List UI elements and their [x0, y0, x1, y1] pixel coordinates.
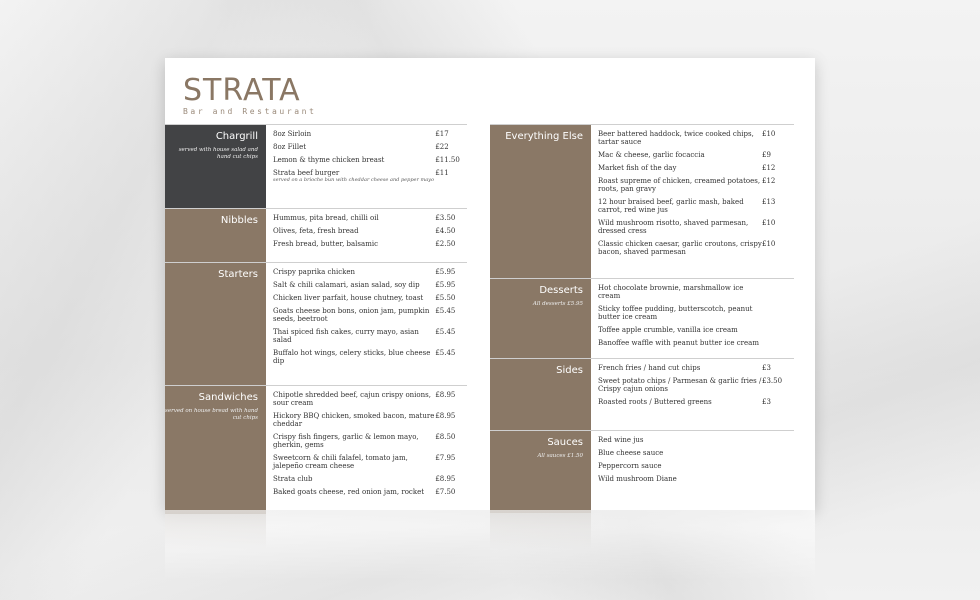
menu-item: [273, 240, 467, 248]
menu-item: [273, 143, 467, 151]
menu-item: [598, 326, 794, 334]
menu-item-name: Crispy paprika chicken: [273, 268, 356, 276]
menu-items: [273, 125, 467, 192]
menu-item-name: Beer battered haddock, twice cooked chips, tartar sauce: [598, 130, 754, 146]
menu-item-name: Peppercorn sauce: [598, 462, 662, 470]
menu-item-price: £3: [762, 398, 771, 406]
section-title: Nibbles: [220, 215, 258, 226]
menu-item-name: Sweet potato chips / Parmesan & garlic fries / Crispy cajun onions: [598, 377, 762, 393]
menu-items: [598, 431, 794, 491]
section-title: Everything Else: [505, 131, 583, 142]
logo: [183, 73, 317, 116]
menu-item-name: Sticky toffee pudding, butterscotch, peanut butter ice cream: [598, 305, 753, 321]
menu-item-name: Classic chicken caesar, garlic croutons, crispy bacon, shaved parmesan: [598, 240, 762, 256]
menu-item-price: £4.50: [435, 227, 456, 235]
menu-item: [598, 198, 794, 214]
menu-item-name: Hot chocolate brownie, marshmallow ice cream: [598, 284, 744, 300]
menu-item-price: £11.50: [435, 156, 460, 164]
menu-item: [598, 436, 794, 444]
section-header: [165, 263, 266, 385]
menu-item-price: £22: [435, 143, 449, 151]
section-title: Sauces: [547, 437, 583, 448]
section-note: All desserts £5.95: [532, 301, 583, 307]
menu-item-name: Sweetcorn & chili falafel, tomato jam, jalepeño cream cheese: [273, 454, 408, 470]
menu-item: [273, 475, 467, 483]
menu-item-name: Hickory BBQ chicken, smoked bacon, mature cheddar: [273, 412, 435, 428]
menu-item-name: 8oz Sirloin: [273, 130, 312, 138]
menu-item: [598, 305, 794, 321]
menu-item-name: Lemon & thyme chicken breast: [273, 156, 385, 164]
menu-item: [598, 462, 794, 470]
menu-item-name: French fries / hand cut chips: [598, 364, 701, 372]
menu-item: [273, 412, 467, 428]
menu-item-name: Buffalo hot wings, celery sticks, blue cheese dip: [273, 349, 431, 365]
menu-item-name: Crispy fish fingers, garlic & lemon mayo, gherkin, gems: [273, 433, 419, 449]
menu-item-price: [762, 449, 794, 457]
menu-items: [273, 386, 467, 504]
menu-item-price: £3.50: [762, 377, 783, 385]
section-everything-else: [490, 124, 794, 278]
menu-item-price: £8.95: [435, 412, 456, 420]
menu-item-name: Strata beef burger: [273, 169, 340, 177]
menu-item-name: Wild mushroom risotto, shaved parmesan, dressed cress: [598, 219, 749, 235]
menu-item-price: £5.50: [435, 294, 456, 302]
menu-item: [598, 339, 794, 347]
menu-item-name: Chicken liver parfait, house chutney, toast: [273, 294, 424, 302]
menu-item-name: Toffee apple crumble, vanilla ice cream: [598, 326, 738, 334]
menu-item-name: Goats cheese bon bons, onion jam, pumpkin seeds, beetroot: [273, 307, 430, 323]
menu-item-name: Red wine jus: [598, 436, 644, 444]
menu-item-price: [762, 284, 794, 300]
menu-item: [273, 488, 467, 496]
menu-item: [273, 433, 467, 449]
menu-items: [598, 359, 794, 414]
menu-items: [273, 209, 467, 256]
menu-item: [273, 156, 467, 164]
menu-item: [273, 294, 467, 302]
menu-item: [273, 307, 467, 323]
menu-column-right: [490, 124, 794, 513]
menu-item-name: 8oz Fillet: [273, 143, 307, 151]
section-nibbles: [165, 208, 467, 262]
menu-card: [165, 58, 815, 510]
logo-subtitle: Bar and Restaurant: [183, 107, 317, 116]
section-sauces: [490, 430, 794, 513]
menu-item: [598, 475, 794, 483]
menu-item: [273, 214, 467, 222]
menu-item: [598, 164, 794, 172]
section-header: [490, 279, 591, 358]
menu-item-name: Market fish of the day: [598, 164, 677, 172]
menu-item-price: [762, 462, 794, 470]
section-desserts: [490, 278, 794, 358]
menu-item-name: Olives, feta, fresh bread: [273, 227, 359, 235]
card-reflection: [165, 510, 815, 580]
menu-item: [598, 398, 794, 406]
menu-item-price: £10: [762, 130, 776, 138]
menu-item: [273, 454, 467, 470]
section-starters: [165, 262, 467, 385]
menu-item-price: £8.95: [435, 475, 456, 483]
menu-item-price: £5.45: [435, 307, 456, 315]
section-note: served with house salad and hand cut chips: [178, 147, 258, 160]
menu-item-price: £9: [762, 151, 771, 159]
menu-item-note: served on a brioche bun with cheddar cheese and pepper mayo: [273, 177, 435, 183]
menu-item-price: £8.50: [435, 433, 456, 441]
section-title: Starters: [218, 269, 258, 280]
menu-item-price: £17: [435, 130, 449, 138]
menu-item-price: £2.50: [435, 240, 456, 248]
menu-item-name: Thai spiced fish cakes, curry mayo, asian salad: [273, 328, 419, 344]
section-note: served on house bread with hand cut chips: [165, 408, 258, 421]
menu-items: [273, 263, 467, 373]
menu-item-price: [762, 475, 794, 483]
menu-item-price: £13: [762, 198, 776, 206]
menu-item-name: Blue cheese sauce: [598, 449, 664, 457]
menu-item: [273, 328, 467, 344]
section-title: Desserts: [539, 285, 583, 296]
menu-item-price: [762, 326, 794, 334]
menu-item-name: Roast supreme of chicken, creamed potatoes, roots, pan gravy: [598, 177, 761, 193]
section-sides: [490, 358, 794, 430]
section-header: [165, 386, 266, 514]
menu-item: [598, 284, 794, 300]
menu-item-name: Chipotle shredded beef, cajun crispy onions, sour cream: [273, 391, 431, 407]
menu-item-price: £12: [762, 164, 776, 172]
menu-item: [598, 377, 794, 393]
menu-item-price: £7.95: [435, 454, 456, 462]
menu-item-price: £7.50: [435, 488, 456, 496]
menu-item: [598, 240, 794, 256]
menu-item: [273, 169, 467, 184]
menu-item-price: £5.45: [435, 328, 456, 336]
menu-item-price: [762, 339, 794, 347]
menu-item: [273, 349, 467, 365]
menu-item-price: £10: [762, 240, 776, 248]
menu-item: [598, 130, 794, 146]
menu-item-name: Roasted roots / Buttered greens: [598, 398, 712, 406]
menu-item-price: £11: [435, 169, 449, 177]
menu-item: [598, 177, 794, 193]
menu-item: [598, 219, 794, 235]
menu-item-price: £5.95: [435, 268, 456, 276]
section-sandwiches: [165, 385, 467, 514]
menu-item-price: £5.45: [435, 349, 456, 357]
section-header: [165, 209, 266, 262]
section-header: [490, 125, 591, 278]
menu-item-name: Mac & cheese, garlic focaccia: [598, 151, 705, 159]
menu-item-name: Wild mushroom Diane: [598, 475, 677, 483]
menu-item-price: £8.95: [435, 391, 456, 399]
menu-item-price: [762, 436, 794, 444]
menu-item-price: £3.50: [435, 214, 456, 222]
menu-item-price: £3: [762, 364, 771, 372]
section-chargrill: [165, 124, 467, 208]
menu-item-name: Strata club: [273, 475, 313, 483]
section-title: Sandwiches: [198, 392, 258, 403]
logo-title: STRATA: [183, 73, 301, 108]
menu-items: [598, 125, 794, 264]
menu-item-name: Fresh bread, butter, balsamic: [273, 240, 378, 248]
menu-item-price: [762, 305, 794, 321]
menu-item: [598, 449, 794, 457]
menu-item: [598, 364, 794, 372]
section-title: Chargrill: [215, 131, 258, 142]
section-header: [490, 431, 591, 513]
menu-item-name: Banoffee waffle with peanut butter ice cream: [598, 339, 759, 347]
menu-item-name: Salt & chili calamari, asian salad, soy dip: [273, 281, 420, 289]
menu-column-left: [165, 124, 467, 514]
menu-item-name: Baked goats cheese, red onion jam, rocket: [273, 488, 425, 496]
menu-item: [273, 391, 467, 407]
menu-items: [598, 279, 794, 355]
menu-item-name: 12 hour braised beef, garlic mash, baked carrot, red wine jus: [598, 198, 744, 214]
section-header: [490, 359, 591, 430]
menu-item-name: Hummus, pita bread, chilli oil: [273, 214, 379, 222]
menu-item: [598, 151, 794, 159]
section-title: Sides: [556, 365, 583, 376]
menu-item-price: £10: [762, 219, 776, 227]
section-header: [165, 125, 266, 208]
menu-item: [273, 130, 467, 138]
menu-item-price: £12: [762, 177, 776, 185]
menu-item: [273, 227, 467, 235]
menu-item: [273, 268, 467, 276]
menu-item: [273, 281, 467, 289]
section-note: All sauces £1.50: [537, 453, 583, 459]
menu-item-price: £5.95: [435, 281, 456, 289]
